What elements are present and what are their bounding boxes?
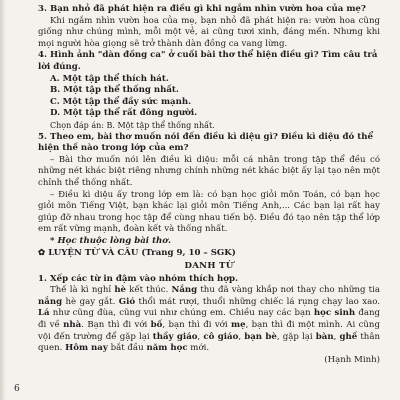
- question-4: 4. Hình ảnh "dàn đồng ca" ở cuối bài thơ thể hiện điều gì? Tìm câu trả lời đúng.: [38, 50, 378, 72]
- section-heading: ✿ LUYỆN TỪ VÀ CÂU (Trang 9, 10 – SGK): [38, 248, 236, 259]
- option-c: C. Một tập thể đầy sức mạnh.: [50, 96, 192, 107]
- option-d: D. Một tập thể rất đông người.: [50, 108, 198, 119]
- exercise-1: 1. Xếp các từ in đậm vào nhóm thích hợp.: [38, 273, 239, 284]
- page-number: 6: [14, 384, 20, 394]
- memorize-note: * Học thuộc lòng bài thơ.: [50, 235, 172, 246]
- answer-3: Khi ngắm nhìn vườn hoa của mẹ, bạn nhỏ đã phát hiện ra: vườn hoa cũng giống như chúng mình, mỗi một vẻ, ai cũng tươi xinh, đáng mến. Nhưng khi mọi người hòa giọng sẽ trở thành dàn đồng ca vang lừng.: [38, 15, 380, 49]
- question-5: 5. Theo em, bài thơ muốn nói đến điều kì diệu gì? Điều kì diệu đó thể hiện thế nào trong lớp của em?: [38, 131, 373, 154]
- option-b: B. Một tập thể thống nhất.: [50, 85, 179, 96]
- answer-5-part-2: – Điều kì diệu ấy trong lớp em là: có bạn học giỏi môn Toán, có bạn học giỏi môn Tiếng Việt, bạn khác lại giỏi môn Tiếng Anh,... Các bạn lại rất hay giúp đỡ nhau trong học tập để cùng nhau tiến bộ. Điều đó tạo nên tập thể lớp em rất vững mạnh, đoàn kết và thống nhất.: [38, 189, 380, 235]
- lesson-title: DANH TỪ: [184, 261, 234, 272]
- answer-5-part-1: – Bài thơ muốn nói lên điều kì diệu: mỗi cá nhân trong tập thể đều có những nét khác biệt riêng nhưng chính những nét khác biệt ấy lại tạo nên một chỉnh thể thống nhất.: [38, 154, 380, 188]
- author-signature: (Hạnh Minh): [324, 354, 380, 365]
- option-a: A. Một tập thể thích hát.: [50, 73, 169, 84]
- chosen-answer: Chọn đáp án: B. Một tập thể thống nhất.: [50, 120, 215, 130]
- exercise-passage: Thế là kì nghỉ hè kết thúc. Nắng thu đã vàng khắp nơi thay cho những tia nắng hè gay gắt. Gió thổi mát rượi, thuổi những chiếc lá rụng chạy lao xao. Lá như cũng đùa, cũng vui như chúng em. Chiều nay các bạn học sinh đang đi về nhà. Bạn thì đi với bố, bạn thì đi với mẹ, bạn thì đi một mình. Ai cũng vội đến trường để gặp lại thầy giáo, cô giáo, bạn bè, gặp lại bàn, ghế thân quen. Hôm nay bắt đầu năm học mới.: [38, 285, 380, 354]
- question-3: 3. Bạn nhỏ đã phát hiện ra điều gì khi ngắm nhìn vườn hoa của mẹ?: [38, 4, 366, 14]
